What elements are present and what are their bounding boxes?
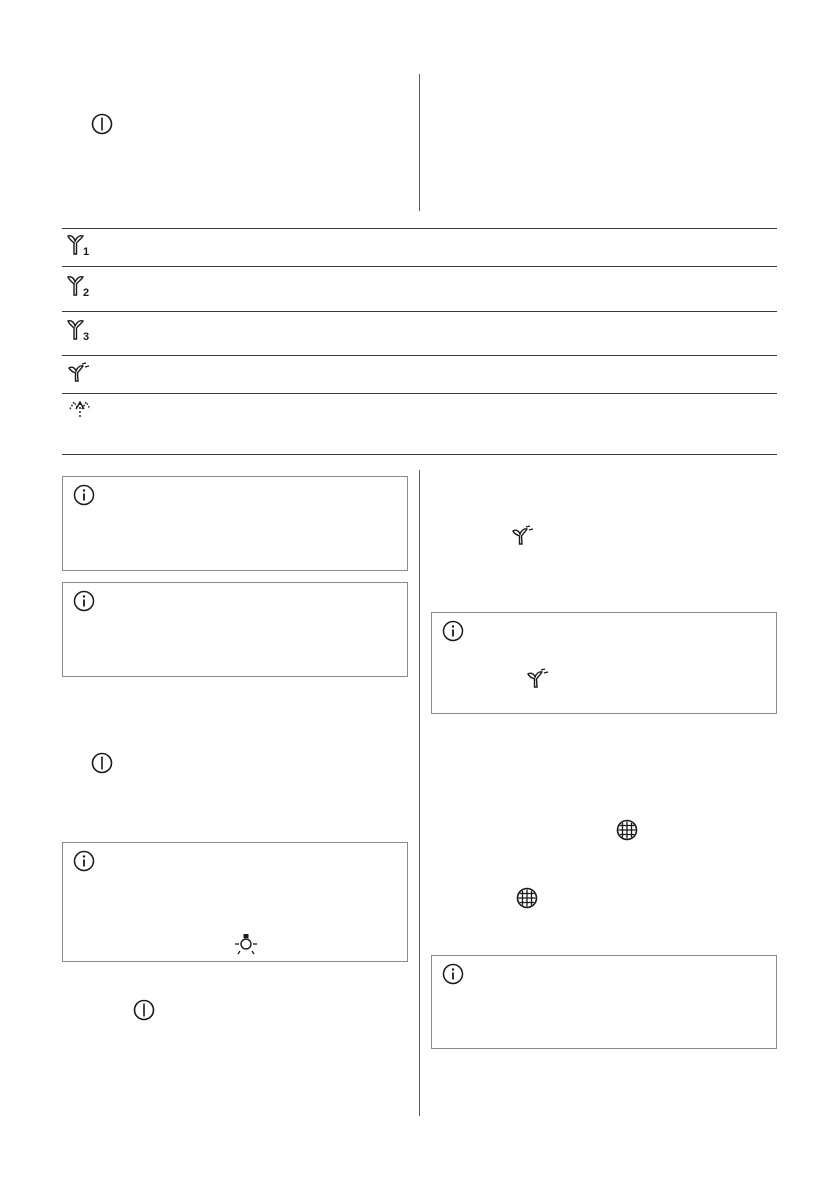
info-icon (73, 850, 95, 872)
info-note-2 (62, 582, 408, 677)
table-rule-bottom (62, 454, 777, 455)
info-note-3 (62, 842, 408, 962)
table-rule-4 (62, 393, 777, 394)
info-note-1 (62, 476, 408, 571)
fan-speed-1-icon (66, 233, 92, 257)
column-divider-top (419, 74, 420, 211)
power-button-icon (91, 752, 113, 774)
grid-filter-icon (516, 887, 538, 909)
table-rule-3 (62, 355, 777, 356)
svg-text:2: 2 (83, 287, 90, 298)
fan-boost-icon (511, 525, 535, 547)
fan-boost-icon (526, 668, 550, 690)
power-button-icon (133, 999, 155, 1021)
fan-boost-icon (67, 362, 91, 384)
svg-text:1: 1 (83, 246, 90, 257)
table-rule-2 (62, 311, 777, 312)
fan-speed-2-icon (66, 274, 92, 298)
info-note-5 (431, 955, 777, 1049)
fan-speed-3-icon (66, 318, 92, 342)
table-rule-top (62, 228, 777, 229)
info-icon (442, 963, 464, 985)
info-icon (73, 484, 95, 506)
column-divider-bottom (419, 470, 420, 1116)
info-icon (73, 590, 95, 612)
grid-filter-icon (616, 819, 638, 841)
info-icon (442, 620, 464, 642)
svg-text:3: 3 (83, 331, 90, 342)
light-bulb-icon (234, 932, 258, 956)
table-rule-1 (62, 266, 777, 267)
breeze-arrows-icon (66, 397, 94, 423)
info-note-4 (431, 612, 777, 714)
power-button-icon (91, 113, 113, 135)
